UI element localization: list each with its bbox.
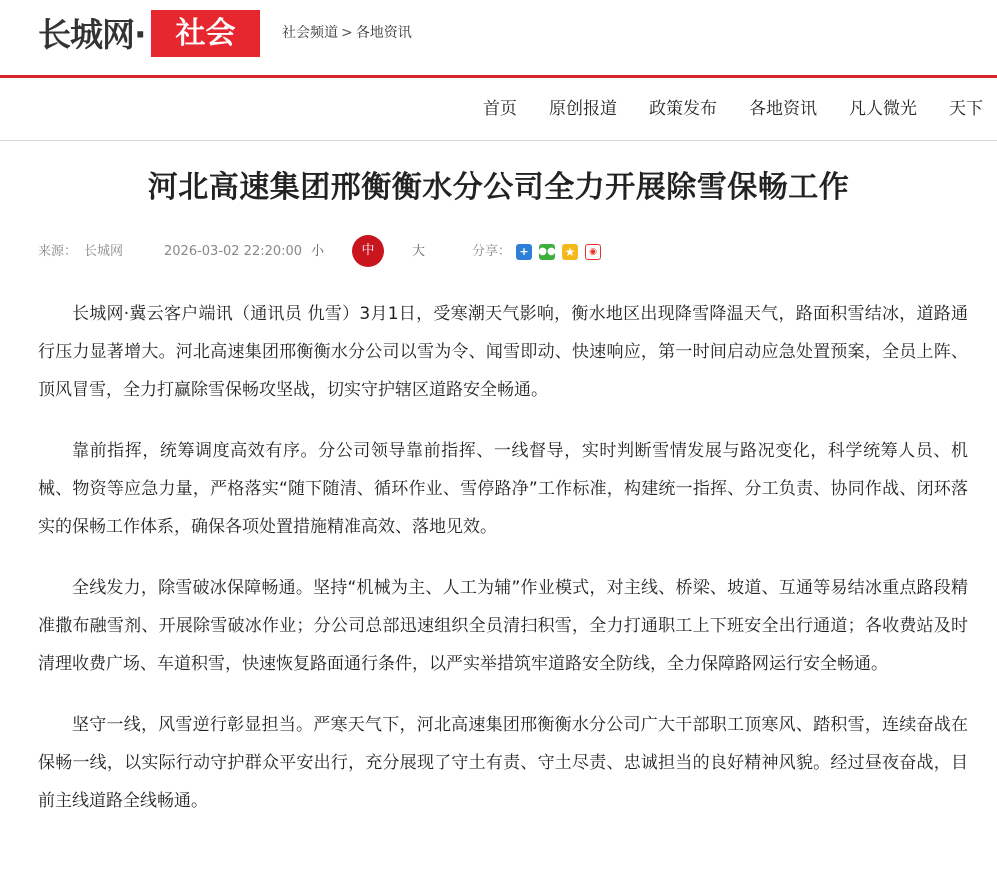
site-header xyxy=(0,0,997,75)
main-nav xyxy=(0,78,997,141)
qzone-icon[interactable]: ★ xyxy=(562,244,578,260)
breadcrumb xyxy=(282,23,412,43)
font-size-large-button[interactable]: 大 xyxy=(412,244,426,259)
breadcrumb-item-social-channel[interactable]: 社会频道 xyxy=(282,25,338,41)
article-paragraph-1: 长城网·冀云客户端讯（通讯员 仇雪）3月1日，受寒潮天气影响，衡水地区出现降雪降温天气，路面积雪结冰，道路通行压力显著增大。河北高速集团邢衡衡水分公司以雪为令、闻雪即动、快速响应，第一时间启动应急处置预案，全员上阵、顶风冒雪，全力打赢除雪保畅攻坚战，切实守护辖区道路安全畅通。 xyxy=(38,304,968,400)
source-value: 长城网 xyxy=(84,244,124,259)
publish-time: 2026-03-02 22:20:00 xyxy=(164,244,303,259)
nav-item-policy[interactable]: 政策发布 xyxy=(649,99,717,119)
nav-list xyxy=(467,78,997,140)
article-meta xyxy=(38,235,968,269)
nav-item-local-news[interactable]: 各地资讯 xyxy=(749,99,817,119)
font-size-medium-button[interactable]: 中 xyxy=(352,235,384,267)
article-title: 河北高速集团邢衡衡水分公司全力开展除雪保畅工作 xyxy=(147,170,850,205)
article-paragraph-2: 靠前指挥，统筹调度高效有序。分公司领导靠前指挥、一线督导，实时判断雪情发展与路况变化，科学统筹人员、机械、物资等应急力量，严格落实“随下随清、循环作业、雪停路净”工作标准，构建统一指挥、分工负责、协同作战、闭环落实的保畅工作体系，确保各项处置措施精准高效、落地见效。 xyxy=(38,441,968,537)
source-label: 来源： xyxy=(38,244,78,259)
nav-item-home[interactable]: 首页 xyxy=(483,99,517,119)
channel-badge[interactable]: 社会 xyxy=(151,10,260,57)
nav-item-original-reports[interactable]: 原创报道 xyxy=(549,99,617,119)
breadcrumb-item-local-news[interactable]: 各地资讯 xyxy=(355,25,412,41)
share-icons xyxy=(516,235,608,269)
article-paragraph-3: 全线发力，除雪破冰保障畅通。坚持“机械为主、人工为辅”作业模式，对主线、桥梁、坡道、互通等易结冰重点路段精准撒布融雪剂、开展除雪破冰作业；分公司总部迅速组织全员清扫积雪，全力打通职工上下班安全出行通道；各收费站及时清理收费广场、车道积雪，快速恢复路面通行条件，以严实举措筑牢道路安全防线，全力保障路网运行安全畅通。 xyxy=(38,578,968,674)
breadcrumb-separator: > xyxy=(341,25,353,41)
wechat-icon[interactable]: ●● xyxy=(539,244,555,260)
article-paragraph-4: 坚守一线，风雪逆行彰显担当。严寒天气下，河北高速集团邢衡衡水分公司广大干部职工顶寒风、踏积雪，连续奋战在保畅一线，以实际行动守护群众平安出行，充分展现了守土有责、守土尽责、忠诚担当的良好精神风貌。经过昼夜奋战，目前主线道路全线畅通。 xyxy=(38,715,968,811)
nav-item-world[interactable]: 天下 xyxy=(949,99,983,119)
weibo-icon[interactable]: ◉ xyxy=(585,244,601,260)
share-label: 分享： xyxy=(472,244,512,259)
font-size-small-button[interactable]: 小 xyxy=(311,244,325,259)
plus-share-icon[interactable]: + xyxy=(516,244,532,260)
nav-item-ordinary-people[interactable]: 凡人微光 xyxy=(849,99,917,119)
article-body xyxy=(38,295,968,843)
site-logo[interactable]: 长城网· xyxy=(38,15,146,54)
